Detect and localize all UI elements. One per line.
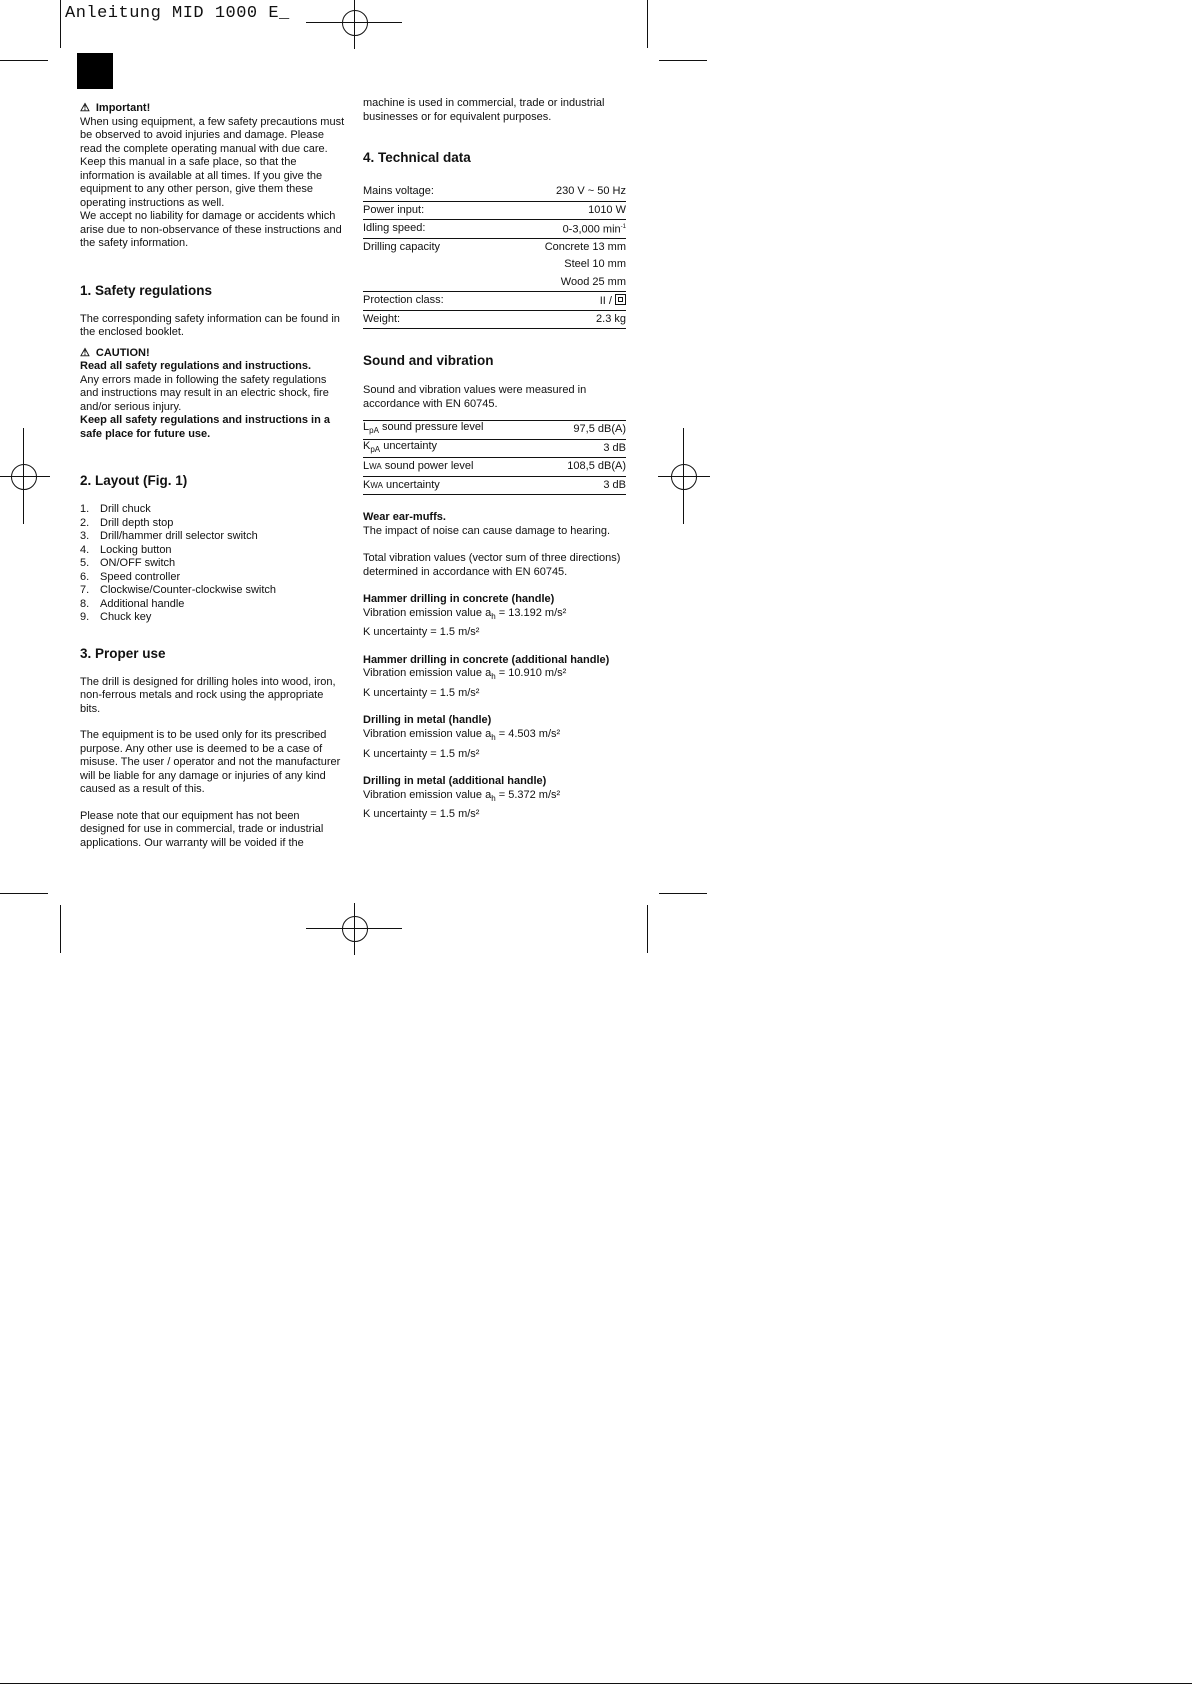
layout-item — [80, 584, 345, 598]
lpa-label: sound pressure level — [378, 421, 484, 434]
vibration-uncertainty: K uncertainty = 1.5 m/s² — [363, 686, 480, 699]
layout-list — [80, 503, 345, 625]
idle-value-cell — [494, 220, 626, 239]
layout-item-number: 9. — [80, 611, 90, 623]
vibration-prefix: Vibration emission value a — [363, 788, 492, 801]
layout-item-label: Drill depth stop — [100, 516, 174, 529]
mains-label: Mains voltage: — [363, 183, 494, 201]
table-row — [363, 238, 626, 256]
vibration-prefix: Vibration emission value a — [363, 667, 492, 680]
vibration-uncertainty: K uncertainty = 1.5 m/s² — [363, 808, 480, 821]
prot-value-cell — [494, 292, 626, 311]
power-value: 1010 W — [494, 201, 626, 220]
total-vibration-text: Total vibration values (vector sum of three directions) determined in accordance with EN 60745. — [363, 552, 621, 578]
table-row — [363, 292, 626, 311]
vibration-block — [363, 654, 628, 701]
layout-item — [80, 598, 345, 612]
layout-item-label: Chuck key — [100, 611, 152, 623]
layout-item-label: Speed controller — [100, 570, 181, 583]
lpa-value: 97,5 dB(A) — [540, 421, 626, 440]
drill-label: Drilling capacity — [363, 240, 441, 253]
layout-item-label: Drill/hammer drill selector switch — [100, 530, 258, 542]
language-marker-box — [77, 53, 113, 89]
vibration-value: = 10.910 m/s² — [498, 667, 567, 680]
layout-item — [80, 530, 345, 544]
registration-mark — [306, 903, 402, 955]
page-bottom-line — [0, 1683, 1192, 1684]
vibration-block — [363, 714, 628, 761]
table-row — [363, 421, 626, 440]
layout-item-number: 5. — [80, 557, 90, 569]
left-column — [80, 102, 345, 850]
crop-mark — [659, 60, 707, 61]
layout-item — [80, 517, 345, 531]
vibration-value-line — [363, 607, 628, 624]
protection-class-icon — [615, 294, 626, 305]
vibration-title: Drilling in metal (handle) — [363, 714, 492, 727]
weight-value: 2.3 kg — [494, 310, 626, 329]
layout-item-label: Additional handle — [100, 597, 185, 610]
layout-item-number: 1. — [80, 503, 90, 515]
warning-icon: ⚠ — [80, 102, 90, 114]
layout-item-number: 3. — [80, 530, 90, 542]
kpa-value: 3 dB — [540, 439, 626, 458]
safety-text: The corresponding safety information can be found in the enclosed booklet. — [80, 312, 340, 338]
sound-heading: Sound and vibration — [363, 353, 494, 368]
vibration-value-line — [363, 789, 628, 806]
vibration-value: = 4.503 m/s² — [498, 727, 561, 740]
proper-use-p3: Please note that our equipment has not been designed for use in commercial, trade or industrial applications. Our warranty will be voided if the — [80, 809, 324, 849]
crop-mark — [0, 893, 48, 894]
lwa-label-cell: LWA sound power level — [363, 458, 540, 477]
earmuffs-text: The impact of noise can cause damage to hearing. — [363, 524, 611, 537]
lpa-sub: pA — [369, 426, 379, 436]
vibration-value-line — [363, 667, 628, 684]
layout-item-number: 6. — [80, 570, 90, 583]
idle-label: Idling speed: — [363, 220, 494, 239]
power-label: Power input: — [363, 201, 494, 220]
mains-value: 230 V ~ 50 Hz — [494, 183, 626, 201]
earmuffs-bold: Wear ear-muffs. — [363, 511, 446, 523]
table-row — [363, 201, 626, 220]
warning-icon: ⚠ — [80, 346, 90, 359]
layout-item-number: 8. — [80, 597, 90, 610]
vibration-title: Hammer drilling in concrete (handle) — [363, 593, 555, 605]
kwa-sub: WA — [370, 480, 383, 490]
important-text: When using equipment, a few safety precautions must be observed to avoid injuries and damage. Please read the complete operating manual with due care. Keep this manual in a safe place, so that the information is available at all times. If you give the equipment to any other person, give them these operating instructions as well. — [80, 115, 345, 209]
kwa-value: 3 dB — [540, 476, 626, 495]
layout-heading: 2. Layout (Fig. 1) — [80, 473, 188, 488]
layout-item — [80, 503, 345, 517]
vibration-block — [363, 593, 628, 640]
table-row — [363, 310, 626, 329]
layout-item — [80, 611, 345, 625]
vibration-title: Drilling in metal (additional handle) — [363, 775, 547, 788]
liability-text: We accept no liability for damage or accidents which arise due to non-observance of these instructions and the safety information. — [80, 210, 342, 249]
table-row — [363, 274, 626, 292]
weight-label: Weight: — [363, 310, 494, 329]
vibration-sub: h — [491, 733, 496, 743]
registration-mark — [306, 0, 402, 49]
sound-intro: Sound and vibration values were measured in accordance with EN 60745. — [363, 384, 587, 410]
kwa-label-cell: KWA uncertainty — [363, 476, 540, 495]
layout-item-number: 4. — [80, 543, 90, 556]
vibration-prefix: Vibration emission value a — [363, 727, 492, 740]
document-header: Anleitung MID 1000 E_ — [65, 4, 290, 23]
registration-mark — [0, 428, 50, 524]
safety-heading: 1. Safety regulations — [80, 282, 213, 298]
vibration-uncertainty: K uncertainty = 1.5 m/s² — [363, 626, 480, 639]
kwa-label: uncertainty — [382, 478, 440, 491]
drill-steel: Steel 10 mm — [564, 258, 626, 270]
crop-mark — [60, 0, 61, 48]
crop-mark — [647, 905, 648, 953]
kpa-label: uncertainty — [380, 439, 438, 452]
caution-heading: ⚠ CAUTION! — [80, 346, 150, 359]
continued-text: machine is used in commercial, trade or industrial businesses or for equivalent purposes. — [363, 97, 605, 123]
tech-heading: 4. Technical data — [363, 150, 471, 165]
proper-use-p1: The drill is designed for drilling holes into wood, iron, non-ferrous metals and rock using the appropriate bits. — [80, 675, 336, 715]
vibration-prefix: Vibration emission value a — [363, 606, 492, 619]
vibration-title: Hammer drilling in concrete (additional handle) — [363, 653, 610, 666]
proper-use-heading: 3. Proper use — [80, 645, 166, 661]
layout-item-number: 2. — [80, 516, 90, 529]
kpa-label-cell: $K_{pA}$ uncertainty — [363, 439, 540, 458]
vibration-sub: h — [491, 793, 496, 803]
crop-mark — [659, 893, 707, 894]
kpa-sub: pA — [370, 445, 381, 455]
crop-mark — [0, 60, 48, 61]
vibration-value: = 5.372 m/s² — [498, 788, 561, 801]
vibration-sub: h — [491, 611, 496, 621]
layout-item-label: Clockwise/Counter-clockwise switch — [100, 584, 277, 596]
vibration-block — [363, 775, 628, 822]
crop-mark — [647, 0, 648, 48]
table-row — [363, 220, 626, 239]
vibration-value: = 13.192 m/s² — [498, 606, 567, 619]
lwa-sub: WA — [369, 462, 382, 471]
vibration-sub: h — [491, 672, 496, 682]
crop-mark — [60, 905, 61, 953]
idle-value: 0-3,000 min — [562, 223, 621, 236]
drill-wood: Wood 25 mm — [494, 274, 626, 292]
layout-item — [80, 544, 345, 558]
layout-item-label: ON/OFF switch — [100, 557, 176, 569]
layout-item — [80, 571, 345, 585]
vibration-blocks — [363, 593, 628, 822]
caution-bold-2: Keep all safety regulations and instructions in a safe place for future use. — [80, 414, 331, 440]
layout-item — [80, 557, 345, 571]
table-row — [363, 183, 626, 201]
layout-item-number: 7. — [80, 584, 90, 596]
right-column — [363, 97, 628, 822]
table-row — [363, 439, 626, 458]
sound-table — [363, 420, 626, 495]
layout-item-label: Drill chuck — [100, 503, 151, 515]
lwa-value: 108,5 dB(A) — [540, 458, 626, 477]
idle-sup: -1 — [620, 223, 626, 230]
proper-use-p2: The equipment is to be used only for its prescribed purpose. Any other use is deemed to be a case of misuse. The user / operator and not the manufacturer will be liable for any damage or injuries of any kind caused as a result of this. — [80, 729, 341, 795]
table-row — [363, 476, 626, 495]
prot-label: Protection class: — [363, 292, 494, 311]
tech-table — [363, 183, 626, 329]
drill-concrete: Concrete 13 mm — [544, 240, 626, 253]
lpa-label-cell: $L_{pA}$ sound pressure level — [363, 421, 540, 440]
lwa-label: sound power level — [381, 460, 474, 472]
caution-text: Any errors made in following the safety regulations and instructions may result in an electric shock, fire and/or serious injury. — [80, 373, 329, 413]
table-row — [363, 458, 626, 477]
important-heading: ⚠ Important! — [80, 102, 151, 114]
layout-item-label: Locking button — [100, 543, 172, 556]
prot-value: II / — [599, 294, 612, 307]
caution-bold-1: Read all safety regulations and instructions. — [80, 360, 312, 372]
vibration-uncertainty: K uncertainty = 1.5 m/s² — [363, 747, 480, 760]
table-row — [363, 256, 626, 274]
vibration-value-line — [363, 728, 628, 745]
registration-mark — [658, 428, 710, 524]
